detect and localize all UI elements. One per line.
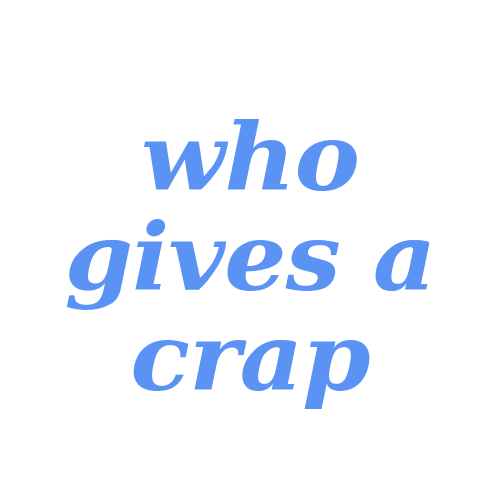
- logo-line-1: who: [141, 102, 359, 213]
- logo-line-2: gives a: [64, 202, 436, 313]
- brand-logo-text: [0, 102, 500, 413]
- logo-line-3: crap: [130, 302, 370, 413]
